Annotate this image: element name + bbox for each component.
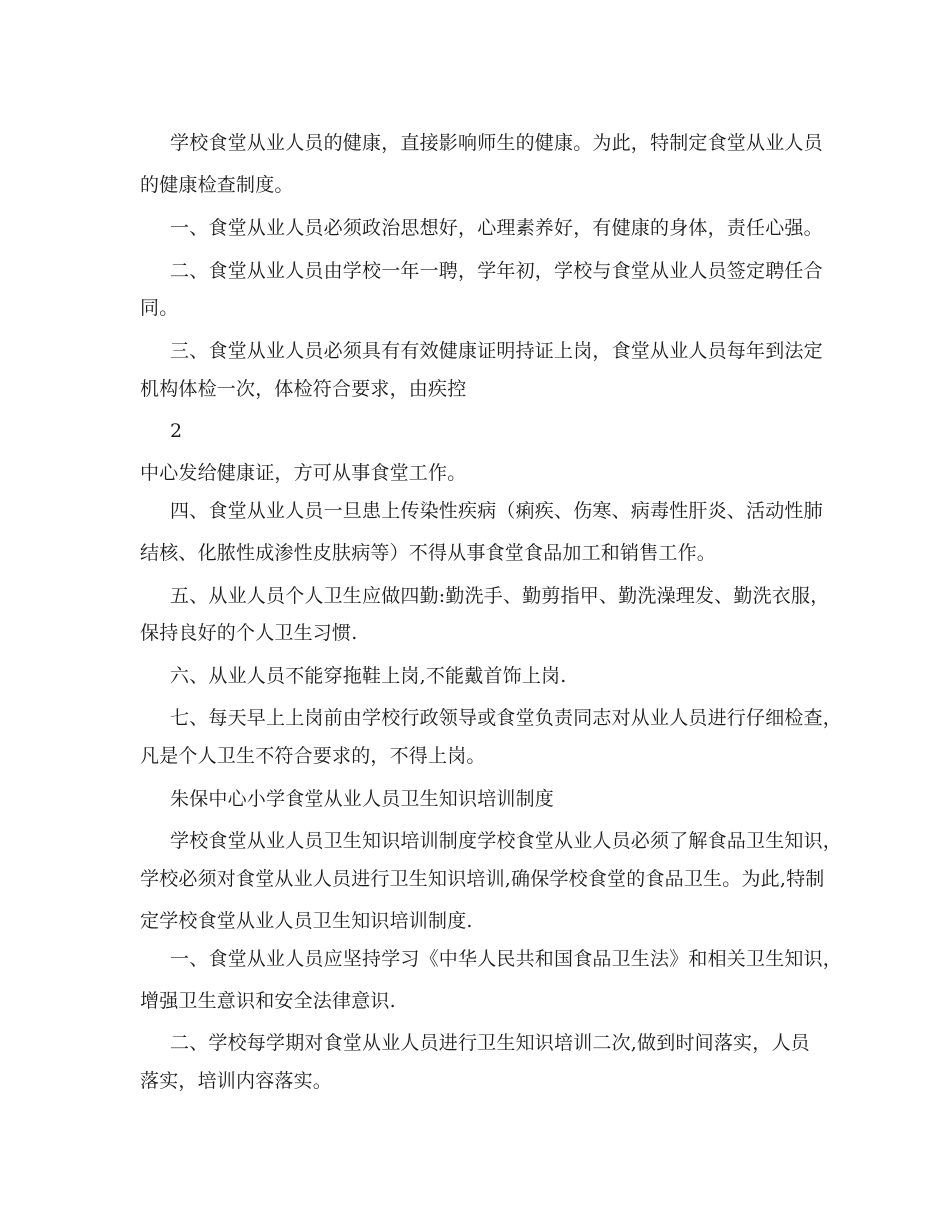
paragraph-line: 结核、化脓性成渗性皮肤病等）不得从事食堂食品加工和销售工作。 <box>140 542 717 564</box>
paragraph-line: 一、食堂从业人员必须政治思想好，心理素养好，有健康的身体，责任心强。 <box>170 217 823 239</box>
paragraph-line: 定学校食堂从业人员卫生知识培训制度. <box>140 910 473 932</box>
paragraph-line: 的健康检查制度。 <box>140 174 294 196</box>
page-number: 2 <box>170 420 183 442</box>
section-title: 朱保中心小学食堂从业人员卫生知识培训制度 <box>170 788 555 810</box>
paragraph-line: 三、食堂从业人员必须具有有效健康证明持证上岗，食堂从业人员每年到法定 <box>170 340 823 362</box>
paragraph-line: 一、食堂从业人员应坚持学习《中华人民共和国食品卫生法》和相关卫生知识， <box>170 948 843 970</box>
paragraph-line: 二、食堂从业人员由学校一年一聘，学年初，学校与食堂从业人员签定聘任合 <box>170 260 823 282</box>
paragraph-line: 保持良好的个人卫生习惯. <box>140 622 358 644</box>
paragraph-line: 中心发给健康证，方可从事食堂工作。 <box>140 462 467 484</box>
paragraph-line: 增强卫生意识和安全法律意识. <box>140 990 396 1012</box>
paragraph-line: 学校食堂从业人员卫生知识培训制度学校食堂从业人员必须了解食品卫生知识， <box>170 830 843 852</box>
paragraph-line: 七、每天早上上岗前由学校行政领导或食堂负责同志对从业人员进行仔细检查， <box>170 707 843 729</box>
paragraph-line: 学校必须对食堂从业人员进行卫生知识培训,确保学校食堂的食品卫生。为此,特制 <box>140 868 825 890</box>
paragraph-line: 凡是个人卫生不符合要求的，不得上岗。 <box>140 745 486 767</box>
paragraph-line: 学校食堂从业人员的健康，直接影响师生的健康。为此，特制定食堂从业人员 <box>170 132 823 154</box>
paragraph-line: 五、从业人员个人卫生应做四勤:勤洗手、勤剪指甲、勤洗澡理发、勤洗衣服， <box>170 585 830 607</box>
paragraph-line: 落实，培训内容落实。 <box>140 1070 333 1092</box>
paragraph-line: 同。 <box>140 297 179 319</box>
paragraph-line: 六、从业人员不能穿拖鞋上岗,不能戴首饰上岗. <box>170 665 567 687</box>
paragraph-line: 四、食堂从业人员一旦患上传染性疾病（痢疾、伤寒、病毒性肝炎、活动性肺 <box>170 500 823 522</box>
paragraph-line: 机构体检一次，体检符合要求，由疾控 <box>140 378 467 400</box>
paragraph-line: 二、学校每学期对食堂从业人员进行卫生知识培训二次,做到时间落实，人员 <box>170 1032 810 1054</box>
